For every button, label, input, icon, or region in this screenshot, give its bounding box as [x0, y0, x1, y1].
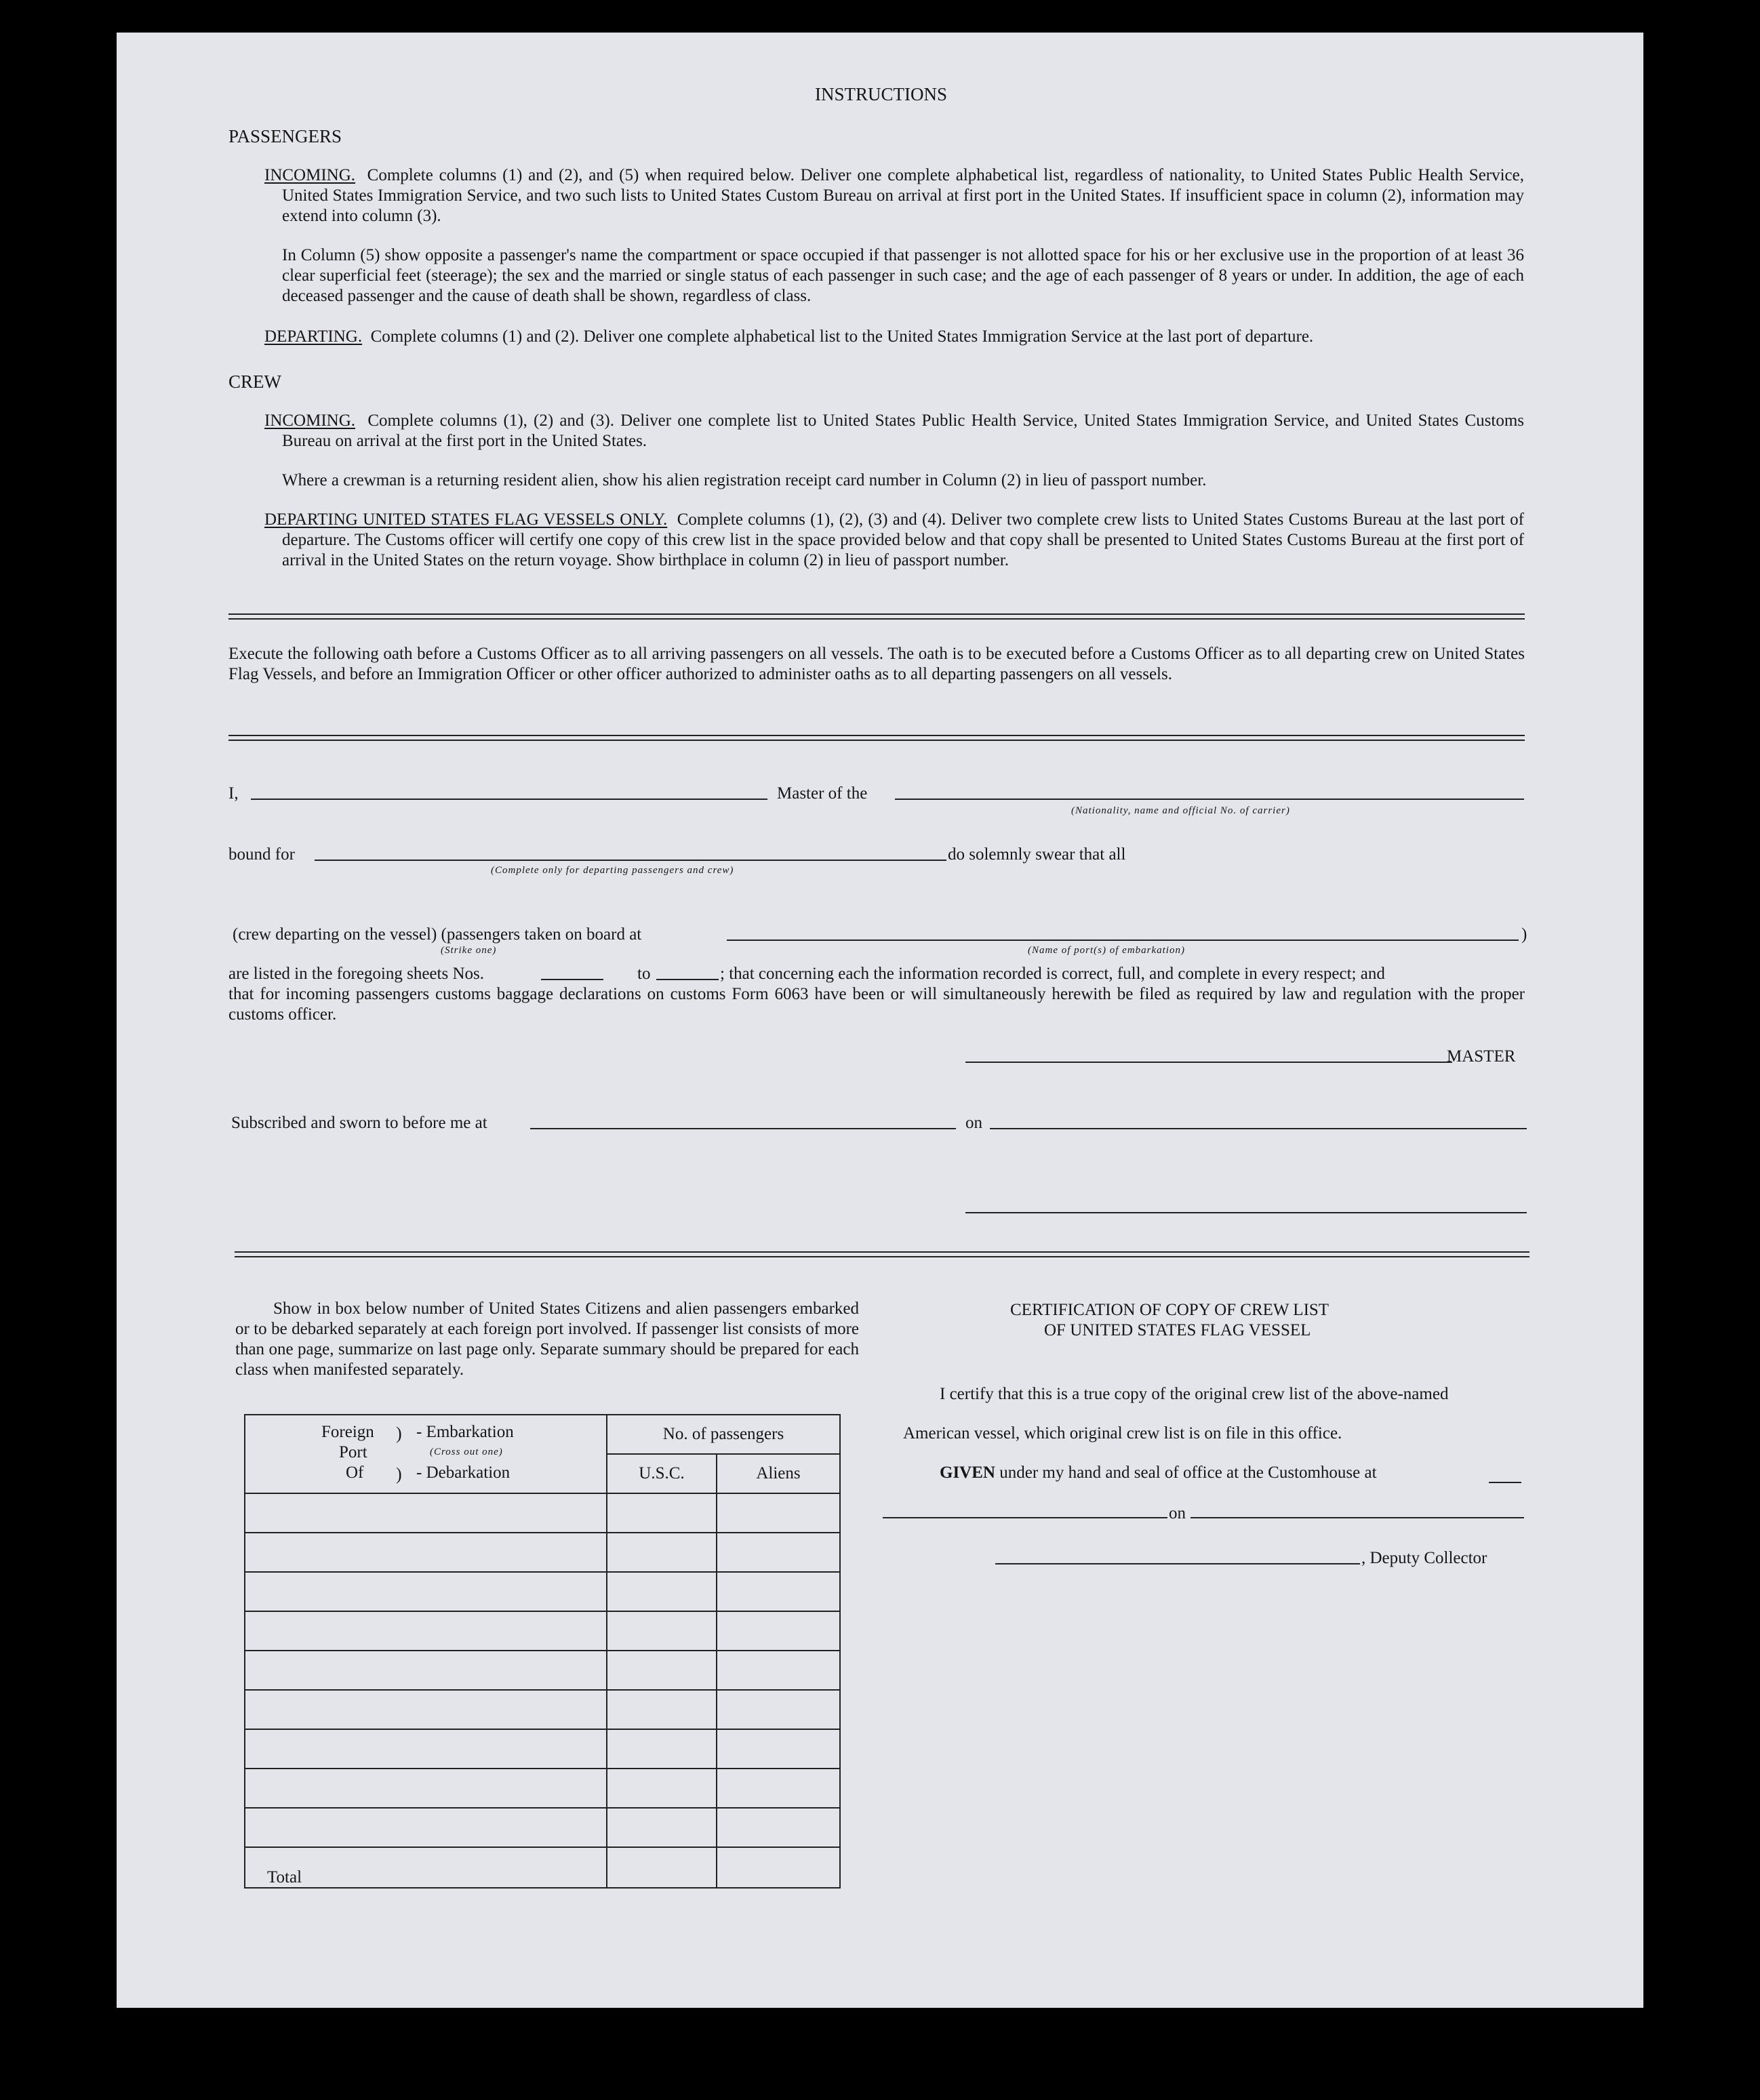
crew-resident-paragraph: Where a crewman is a returning resident alien, show his alien registration receipt card number in Column (2) in lieu of passport number. — [282, 471, 1207, 489]
certification-title-line2: OF UNITED STATES FLAG VESSEL — [1044, 1321, 1311, 1339]
usc-cell[interactable] — [607, 1651, 717, 1690]
bound-for-caption: (Complete only for departing passengers and crew) — [491, 865, 734, 876]
usc-cell[interactable] — [607, 1769, 717, 1808]
subscribed-label: Subscribed and sworn to before me at — [231, 1114, 487, 1132]
certify-line2: American vessel, which original crew list is on file in this office. — [903, 1424, 1342, 1442]
embarkation-label: - Embarkation — [416, 1423, 514, 1441]
aliens-cell[interactable] — [717, 1611, 840, 1651]
usc-cell[interactable] — [607, 1611, 717, 1651]
customhouse-field[interactable] — [1489, 1482, 1521, 1483]
passengers-incoming-paragraph — [264, 165, 1524, 226]
officer-signature-field[interactable] — [965, 1212, 1527, 1213]
usc-cell[interactable] — [607, 1533, 717, 1572]
sworn-on-label: on — [965, 1114, 982, 1132]
close-paren: ) — [1521, 925, 1527, 944]
cross-out-caption: (Cross out one) — [430, 1447, 503, 1457]
certification-title-line1: CERTIFICATION OF COPY OF CREW LIST — [1010, 1301, 1329, 1319]
embarkation-port-field[interactable] — [727, 940, 1519, 941]
aliens-cell[interactable] — [717, 1690, 840, 1729]
crew-incoming-label: INCOMING. — [264, 411, 356, 430]
foreign-label: Foreign — [321, 1423, 374, 1441]
section-divider — [235, 1251, 1529, 1257]
port-cell[interactable] — [245, 1611, 607, 1651]
crew-heading: CREW — [228, 371, 281, 392]
form-page — [117, 33, 1643, 2008]
aliens-header: Aliens — [717, 1454, 840, 1493]
sheets-post-label: ; that concerning each the information recorded is correct, full, and complete in every respect; and — [720, 965, 1385, 983]
swear-label: do solemnly swear that all — [948, 845, 1126, 864]
crew-departing-text: Complete columns (1), (2), (3) and (4). Deliver two complete crew lists to United States Customs Bureau at the last port of departure. The Customs officer will certify one copy of this crew list in the space provided below and that copy shall be presented to United States Customs Bureau at the first port of arrival in the United States on the return voyage. Show birthplace in column (2) in lieu of passport number. — [282, 510, 1525, 569]
given-bold: GIVEN — [940, 1463, 995, 1482]
sheets-to-label: to — [637, 965, 651, 983]
total-label: Total — [245, 1847, 607, 1888]
port-label: Port — [339, 1443, 367, 1461]
sworn-place-field[interactable] — [530, 1128, 956, 1129]
crew-incoming-paragraph — [264, 411, 1524, 451]
port-cell[interactable] — [245, 1572, 607, 1611]
usc-cell[interactable] — [607, 1690, 717, 1729]
passengers-departing-text: Complete columns (1) and (2). Deliver one complete alphabetical list to the United States Immigration Service at the last port of departure. — [370, 327, 1314, 346]
passenger-count-header: No. of passengers — [607, 1415, 840, 1454]
aliens-cell[interactable] — [717, 1729, 840, 1769]
sheet-from-field[interactable] — [541, 979, 603, 980]
table-row — [245, 1533, 840, 1572]
bound-for-field[interactable] — [315, 860, 946, 861]
passenger-summary-table — [244, 1414, 841, 1889]
carrier-field[interactable] — [895, 799, 1524, 800]
aliens-cell[interactable] — [717, 1651, 840, 1690]
crew-passengers-label: (crew departing on the vessel) (passengers taken on board at — [233, 925, 642, 944]
crew-departing-label: DEPARTING UNITED STATES FLAG VESSELS ONLY. — [264, 510, 668, 529]
table-row — [245, 1808, 840, 1847]
deputy-collector-label: , Deputy Collector — [1361, 1549, 1487, 1567]
table-row — [245, 1690, 840, 1729]
table-row — [245, 1572, 840, 1611]
section-divider — [228, 613, 1525, 620]
baggage-declaration-text: that for incoming passengers customs baggage declarations on customs Form 6063 have been or will simultaneously herewith be filed as required by law and regulation with the proper customs officer. — [228, 985, 1525, 1024]
passengers-heading: PASSENGERS — [228, 126, 342, 146]
port-cell[interactable] — [245, 1651, 607, 1690]
usc-cell[interactable] — [607, 1493, 717, 1533]
sheets-pre-label: are listed in the foregoing sheets Nos. — [228, 965, 484, 983]
port-caption: (Name of port(s) of embarkation) — [1028, 945, 1185, 956]
port-cell[interactable] — [245, 1533, 607, 1572]
aliens-cell[interactable] — [717, 1769, 840, 1808]
crew-incoming-text: Complete columns (1), (2) and (3). Deliver one complete list to United States Public Health Service, United States Immigration Service, and United States Customs Bureau on arrival at the first port in the United States. — [282, 411, 1524, 450]
usc-header: U.S.C. — [607, 1454, 717, 1493]
crew-departing-paragraph — [264, 510, 1524, 571]
usc-cell[interactable] — [607, 1729, 717, 1769]
given-line — [940, 1463, 1377, 1483]
table-row — [245, 1493, 840, 1533]
oath-intro-paragraph: Execute the following oath before a Customs Officer as to all arriving passengers on all vessels. The oath is to be executed before a Customs Officer as to all departing crew on United States Flag Vessels, and before an Immigration Officer or other officer authorized to administer oaths as to all departing passengers on all vessels. — [228, 645, 1525, 683]
passengers-departing-paragraph — [264, 327, 1524, 347]
certify-place-field[interactable] — [883, 1517, 1167, 1518]
port-cell[interactable] — [245, 1769, 607, 1808]
total-usc-cell[interactable] — [607, 1847, 717, 1888]
port-header-cell — [245, 1415, 607, 1493]
given-rest: under my hand and seal of office at the Customhouse at — [999, 1463, 1377, 1482]
master-signature-field[interactable] — [965, 1062, 1452, 1063]
passengers-incoming-text: Complete columns (1) and (2), and (5) when required below. Deliver one complete alphabetical list, regardless of nationality, to United States Public Health Service, United States Immigration Service, and two such lists to United States Custom Bureau on arrival at first port in the United States. If insufficient space in column (2), information may extend into column (3). — [282, 166, 1525, 225]
debarkation-label: - Debarkation — [416, 1463, 511, 1482]
brace-icon: ) ) — [396, 1423, 402, 1484]
oath-i-label: I, — [228, 784, 239, 803]
page-title: INSTRUCTIONS — [815, 84, 948, 104]
aliens-cell[interactable] — [717, 1533, 840, 1572]
table-row — [245, 1769, 840, 1808]
deputy-signature-field[interactable] — [995, 1563, 1360, 1564]
certify-on-label: on — [1169, 1504, 1186, 1522]
passengers-departing-label: DEPARTING. — [264, 327, 363, 346]
aliens-cell[interactable] — [717, 1808, 840, 1847]
port-cell[interactable] — [245, 1808, 607, 1847]
certify-line1: I certify that this is a true copy of the original crew list of the above-named — [940, 1385, 1449, 1403]
table-row — [245, 1611, 840, 1651]
master-of-label: Master of the — [777, 784, 868, 803]
master-name-field[interactable] — [251, 799, 767, 800]
usc-cell[interactable] — [607, 1572, 717, 1611]
strike-caption: (Strike one) — [441, 945, 497, 956]
section-divider — [228, 735, 1525, 741]
sworn-date-field[interactable] — [990, 1128, 1527, 1129]
total-row — [245, 1847, 840, 1888]
of-label: Of — [346, 1463, 364, 1482]
aliens-cell[interactable] — [717, 1572, 840, 1611]
aliens-cell[interactable] — [717, 1493, 840, 1533]
summary-instructions: Show in box below number of United States Citizens and alien passengers embarked or to be debarked separately at each foreign port involved. If passenger list consists of more than one page, summarize on last page only. Separate summary should be prepared for each class when manifested separately. — [235, 1299, 859, 1379]
passengers-incoming-label: INCOMING. — [264, 166, 356, 184]
table-row — [245, 1651, 840, 1690]
total-aliens-cell[interactable] — [717, 1847, 840, 1888]
port-cell[interactable] — [245, 1493, 607, 1533]
passengers-column5-paragraph: In Column (5) show opposite a passenger's name the compartment or space occupied if that passenger is not allotted space for his or her exclusive use in the proportion of at least 36 clear superficial feet (steerage); the sex and the married or single status of each passenger in such case; and the age of each passenger of 8 years or under. In addition, the age of each deceased passenger and the cause of death shall be shown, regardless of class. — [282, 246, 1524, 305]
bound-for-label: bound for — [228, 845, 295, 864]
sheet-to-field[interactable] — [656, 979, 719, 980]
port-cell[interactable] — [245, 1690, 607, 1729]
port-cell[interactable] — [245, 1729, 607, 1769]
master-label: MASTER — [1447, 1047, 1516, 1066]
carrier-caption: (Nationality, name and official No. of carrier) — [1071, 805, 1290, 816]
certify-date-field[interactable] — [1191, 1517, 1524, 1518]
usc-cell[interactable] — [607, 1808, 717, 1847]
table-row — [245, 1729, 840, 1769]
